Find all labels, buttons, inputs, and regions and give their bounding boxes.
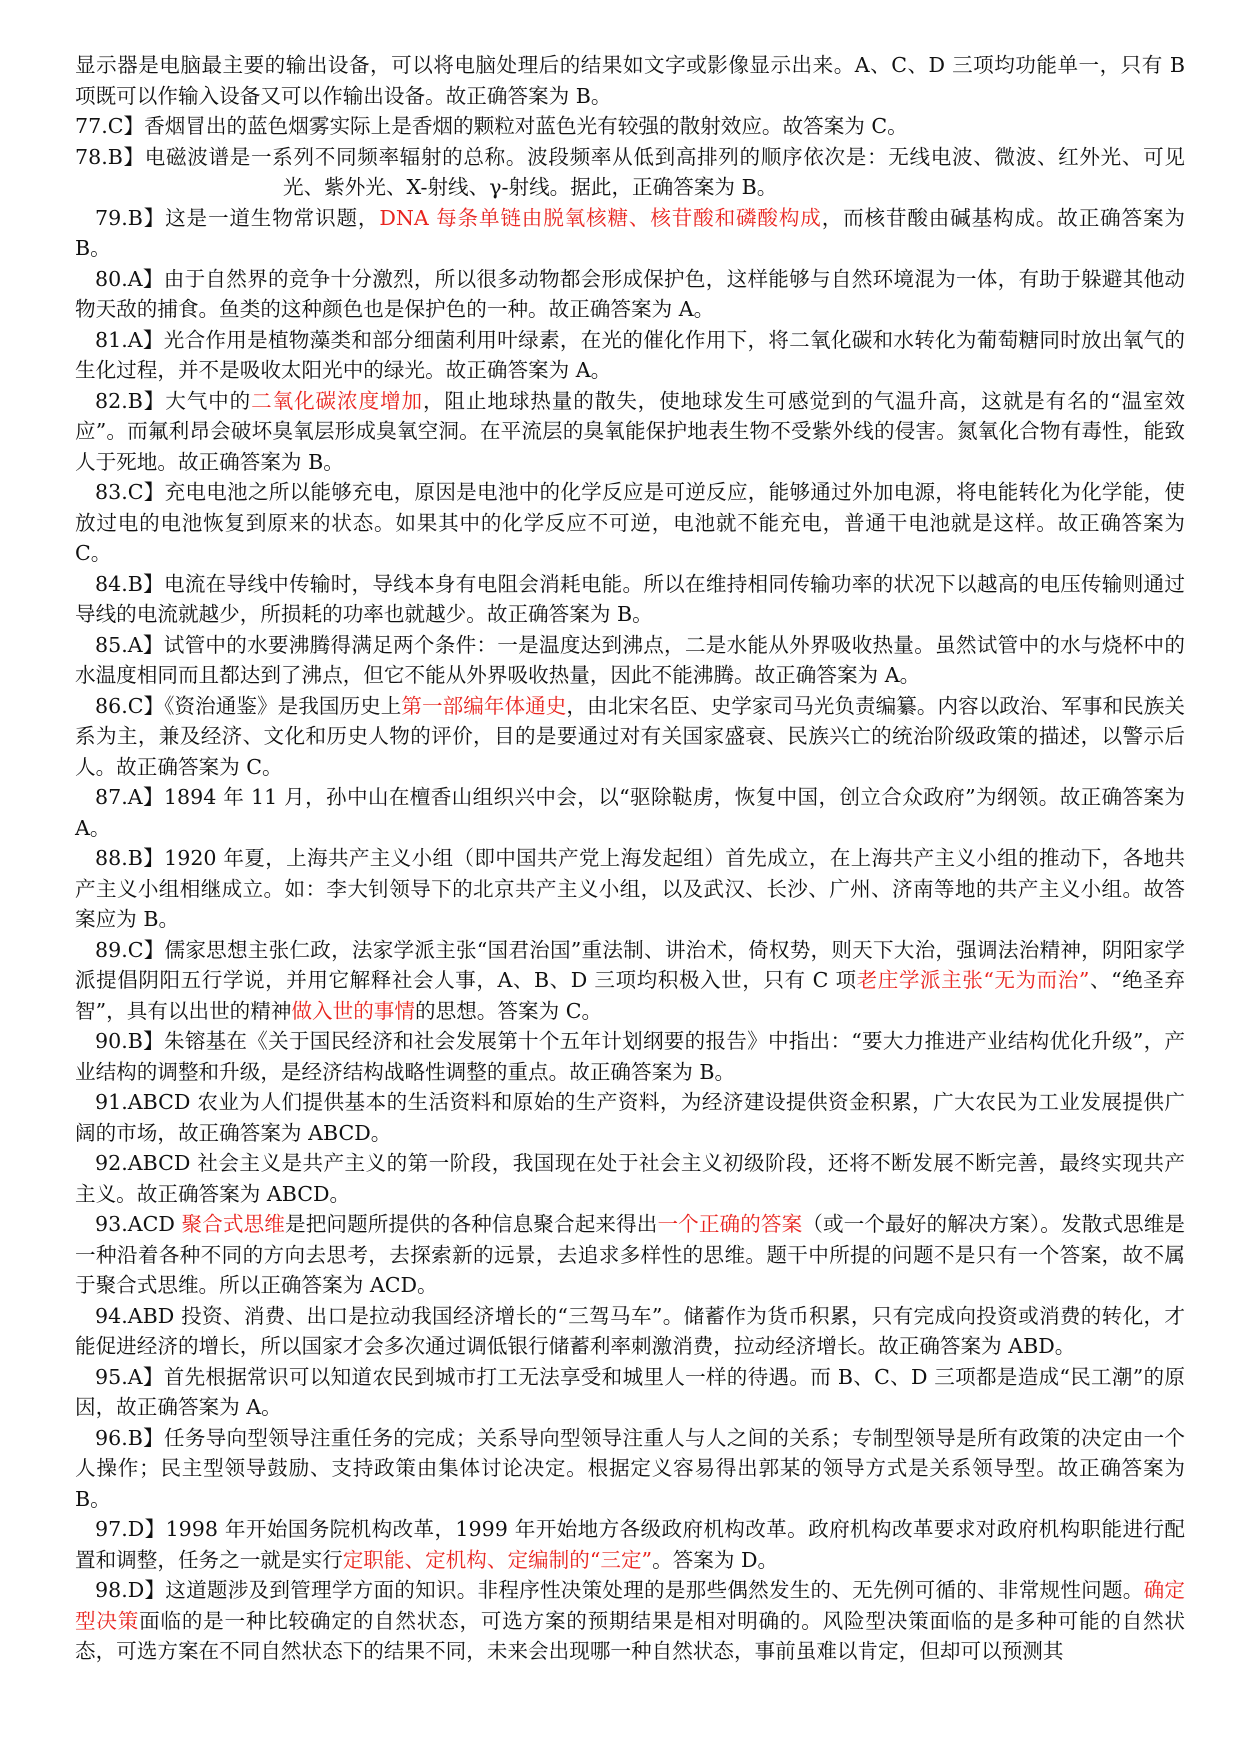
answer-paragraph-p82 xyxy=(75,386,1185,478)
paragraph-text: 83.C】充电电池之所以能够充电，原因是电池中的化学反应是可逆反应，能够通过外加电源，将电能转化为化学能，使放过电的电池恢复到原来的状态。如果其中的化学反应不可逆，电池就不能充电，普通干电池就是这样。故正确答案为 C。 xyxy=(75,480,1185,565)
paragraph-text: 91.ABCD 农业为人们提供基本的生活资料和原始的生产资料，为经济建设提供资金积累，广大农民为工业发展提供广阔的市场，故正确答案为 ABCD。 xyxy=(75,1090,1185,1145)
answer-paragraph-p-cont xyxy=(75,50,1185,111)
answer-paragraph-p86 xyxy=(75,691,1185,783)
answer-paragraph-p90 xyxy=(75,1026,1185,1087)
paragraph-text: 87.A】1894 年 11 月，孙中山在檀香山组织兴中会，以“驱除鞑虏，恢复中国，创立合众政府”为纲领。故正确答案为 A。 xyxy=(75,785,1185,840)
highlighted-text: 老庄学派主张“无为而治” xyxy=(856,968,1090,992)
paragraph-text: 86.C】《资治通鉴》是我国历史上 xyxy=(95,693,402,718)
answer-paragraph-p95 xyxy=(75,1362,1185,1423)
paragraph-text: 77.C】香烟冒出的蓝色烟雾实际上是香烟的颗粒对蓝色光有较强的散射效应。故答案为 C。 xyxy=(75,114,908,138)
paragraph-text: 85.A】试管中的水要沸腾得满足两个条件：一是温度达到沸点，二是水能从外界吸收热量。虽然试管中的水与烧杯中的水温度相同而且都达到了沸点，但它不能从外界吸收热量，因此不能沸腾。故正确答案为 A。 xyxy=(75,632,1185,687)
answer-paragraph-p83 xyxy=(75,477,1185,569)
answer-paragraph-p87 xyxy=(75,782,1185,843)
highlighted-text: 一个正确的答案 xyxy=(657,1212,803,1236)
highlighted-text: 第一部编年体通史 xyxy=(401,693,567,718)
paragraph-text: 84.B】电流在导线中传输时，导线本身有电阻会消耗电能。所以在维持相同传输功率的状况下以越高的电压传输则通过导线的电流就越少，所损耗的功率也就越少。故正确答案为 B。 xyxy=(75,571,1185,626)
paragraph-text: （或一个最好的解决方案）。发散式思维是一种沿着各种不同的方向去思考，去探索新的远景，去追求多样性的思维。题干中所提的问题不是只有一个答案，故不属于聚合式思维。所以正确答案为 ACD。 xyxy=(75,1212,1186,1297)
answer-paragraph-p85 xyxy=(75,630,1185,691)
answer-paragraph-p92 xyxy=(75,1148,1185,1209)
document-page xyxy=(75,50,1185,1667)
answer-paragraph-p77 xyxy=(75,111,1185,142)
highlighted-text: 定职能、定机构、定编制的“三定” xyxy=(342,1547,653,1572)
paragraph-text: 80.A】由于自然界的竞争十分激烈，所以很多动物都会形成保护色，这样能够与自然环境混为一体，有助于躲避其他动物天敌的捕食。鱼类的这种颜色也是保护色的一种。故正确答案为 A。 xyxy=(75,266,1185,321)
answer-paragraph-p91 xyxy=(75,1087,1185,1148)
paragraph-text: ，阻止地球热量的散失，使地球发生可感觉到的气温升高，这就是有名的“温室效应”。而氟利昂会破坏臭氧层形成臭氧空洞。在平流层的臭氧能保护地表生物不受紫外线的侵害。氮氧化合物有毒性，能致人于死地。故正确答案为 B。 xyxy=(75,388,1186,474)
highlighted-text: 做入世的事情 xyxy=(291,998,416,1023)
answer-paragraph-p89 xyxy=(75,935,1185,1027)
paragraph-text: 90.B】朱镕基在《关于国民经济和社会发展第十个五年计划纲要的报告》中指出：“要大力推进产业结构优化升级”，产业结构的调整和升级，是经济结构战略性调整的重点。故正确答案为 B。 xyxy=(75,1029,1185,1084)
answer-paragraph-p94 xyxy=(75,1301,1185,1362)
paragraph-text: 94.ABD 投资、消费、出口是拉动我国经济增长的“三驾马车”。储蓄作为货币积累，只有完成向投资或消费的转化，才能促进经济的增长，所以国家才会多次通过调低银行储蓄利率刺激消费，拉动经济增长。故正确答案为 ABD。 xyxy=(75,1303,1185,1358)
paragraph-text: 79.B】这是一道生物常识题， xyxy=(95,205,380,230)
paragraph-text: 96.B】任务导向型领导注重任务的完成；关系导向型领导注重人与人之间的关系；专制型领导是所有政策的决定由一个人操作；民主型领导鼓励、支持政策由集体讨论决定。根据定义容易得出郭某的领导方式是关系领导型。故正确答案为 B。 xyxy=(75,1425,1185,1511)
paragraph-text: 81.A】光合作用是植物藻类和部分细菌利用叶绿素，在光的催化作用下，将二氧化碳和水转化为葡萄糖同时放出氧气的生化过程，并不是吸收太阳光中的绿光。故正确答案为 A。 xyxy=(75,327,1185,382)
highlighted-text: 二氧化碳浓度增加 xyxy=(251,388,423,413)
paragraph-text: 。答案为 D。 xyxy=(652,1547,779,1572)
paragraph-text: 98.D】这道题涉及到管理学方面的知识。非程序性决策处理的是那些偶然发生的、无先例可循的、非常规性问题。 xyxy=(95,1578,1144,1602)
answer-paragraph-p96 xyxy=(75,1423,1185,1515)
paragraph-text: 是把问题所提供的各种信息聚合起来得出 xyxy=(285,1212,658,1236)
answer-paragraph-p78 xyxy=(75,142,1185,203)
answer-paragraph-p98 xyxy=(75,1575,1185,1667)
paragraph-text: 显示器是电脑最主要的输出设备，可以将电脑处理后的结果如文字或影像显示出来。A、C、D 三项均功能单一，只有 B 项既可以作输入设备又可以作输出设备。故正确答案为 B。 xyxy=(75,53,1185,108)
answer-paragraph-p88 xyxy=(75,843,1185,935)
paragraph-text: ，而核苷酸由碱基构成。故正确答案为 B。 xyxy=(75,205,1186,260)
paragraph-text: 92.ABCD 社会主义是共产主义的第一阶段，我国现在处于社会主义初级阶段，还将不断发展不断完善，最终实现共产主义。故正确答案为 ABCD。 xyxy=(75,1151,1185,1206)
highlighted-text: DNA 每条单链由脱氧核糖、核苷酸和磷酸构成 xyxy=(379,205,822,230)
answer-paragraph-p81 xyxy=(75,325,1185,386)
paragraph-text: 面临的是一种比较确定的自然状态，可选方案的预期结果是相对明确的。风险型决策面临的是多种可能的自然状态，可选方案在不同自然状态下的结果不同，未来会出现哪一种自然状态，事前虽难以肯定，但却可以预测其 xyxy=(75,1608,1186,1663)
paragraph-text: 97.D】1998 年开始国务院机构改革，1999 年开始地方各级政府机构改革。政府机构改革要求对政府机构职能进行配置和调整，任务之一就是实行 xyxy=(75,1517,1185,1572)
highlighted-text: 聚合式思维 xyxy=(181,1212,286,1236)
highlighted-text: 确定型决策 xyxy=(75,1578,1186,1633)
paragraph-text: 78.B】电磁波谱是一系列不同频率辐射的总称。波段频率从低到高排列的顺序依次是：无线电波、微波、红外光、可见光、紫外光、X-射线、γ-射线。据此，正确答案为 B。 xyxy=(75,144,1185,199)
paragraph-text: 93.ACD xyxy=(95,1212,182,1236)
answer-paragraph-p93 xyxy=(75,1209,1185,1301)
paragraph-text: 89.C】儒家思想主张仁政，法家学派主张“国君治国”重法制、讲治术，倚权势，则天下大治，强调法治精神，阴阳家学派提倡阴阳五行学说，并用它解释社会人事，A、B、D 三项均积极入世，只有 C 项 xyxy=(75,937,1185,992)
paragraph-text: 的思想。答案为 C。 xyxy=(415,998,603,1023)
answer-paragraph-p97 xyxy=(75,1514,1185,1575)
paragraph-text: 、“绝圣弃智”，具有以出世的精神 xyxy=(75,968,1186,1023)
paragraph-text: 82.B】大气中的 xyxy=(95,388,252,413)
paragraph-text: 88.B】1920 年夏，上海共产主义小组（即中国共产党上海发起组）首先成立，在上海共产主义小组的推动下，各地共产主义小组相继成立。如：李大钊领导下的北京共产主义小组，以及武汉、长沙、广州、济南等地的共产主义小组。故答案应为 B。 xyxy=(75,846,1185,931)
answer-paragraph-p84 xyxy=(75,569,1185,630)
answer-paragraph-p79 xyxy=(75,203,1185,264)
answer-paragraph-p80 xyxy=(75,264,1185,325)
paragraph-text: 95.A】首先根据常识可以知道农民到城市打工无法享受和城里人一样的待遇。而 B、C、D 三项都是造成“民工潮”的原因，故正确答案为 A。 xyxy=(75,1364,1185,1419)
paragraph-text: ，由北宋名臣、史学家司马光负责编纂。内容以政治、军事和民族关系为主，兼及经济、文化和历史人物的评价，目的是要通过对有关国家盛衰、民族兴亡的统治阶级政策的描述，以警示后人。故正确答案为 C。 xyxy=(75,693,1185,779)
